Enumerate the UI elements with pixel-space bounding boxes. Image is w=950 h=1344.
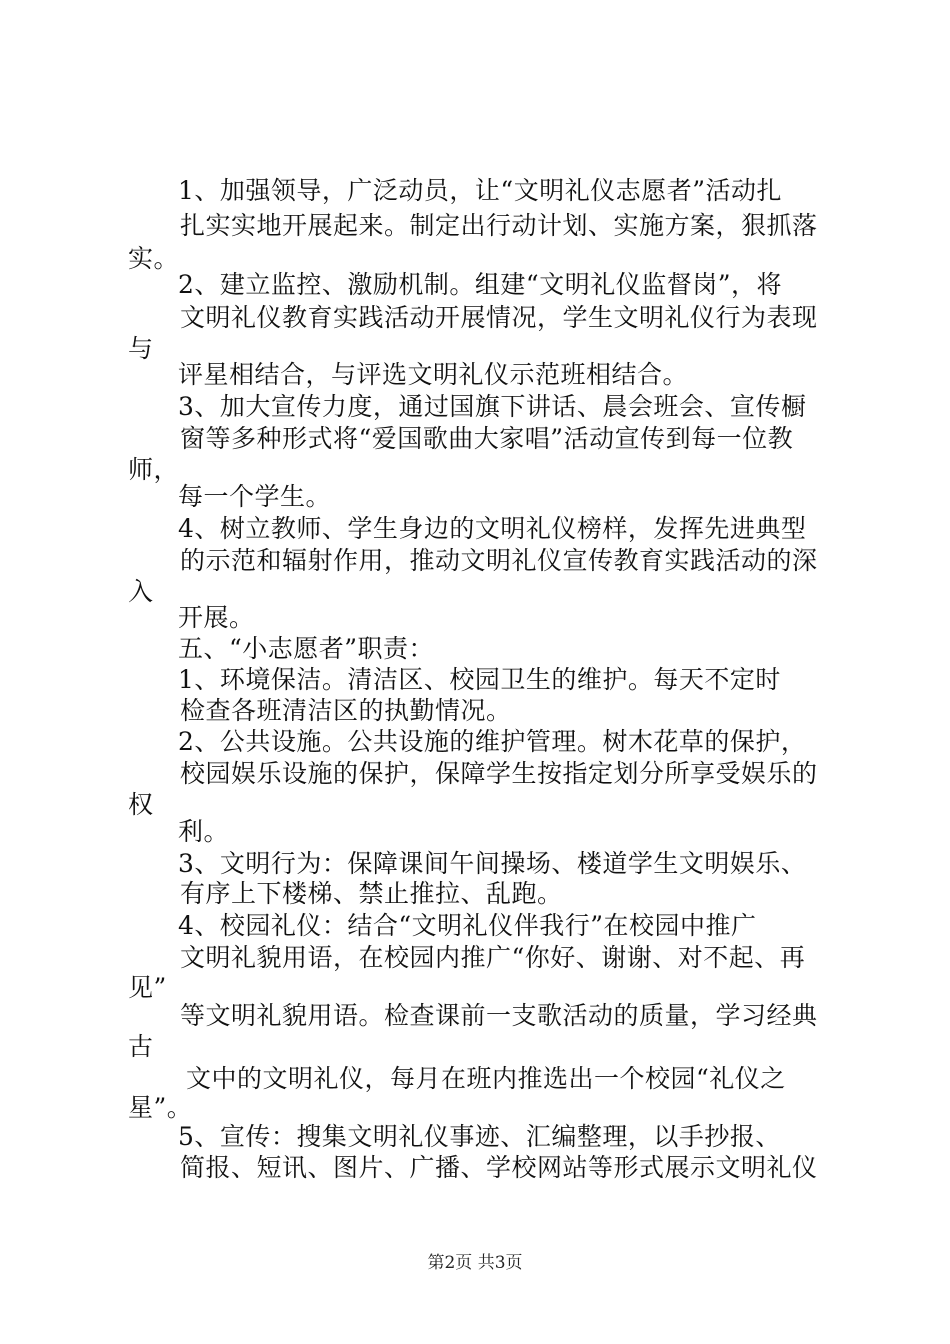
text-line: 简报、短讯、图片、广播、学校网站等形式展示文明礼仪 — [180, 1153, 818, 1182]
text-line: 的示范和辐射作用，推动文明礼仪宣传教育实践活动的深 — [180, 546, 818, 575]
page-number: 第2页 共3页 — [427, 1253, 523, 1273]
text-line: 实。 — [128, 244, 180, 273]
text-line: 2、公共设施。公共设施的维护管理。树木花草的保护， — [178, 727, 807, 756]
text-line: 评星相结合，与评选文明礼仪示范班相结合。 — [178, 360, 689, 389]
text-line: 五、“小志愿者”职责： — [178, 634, 435, 663]
text-line: 3、文明行为：保障课间午间操场、楼道学生文明娱乐、 — [178, 849, 807, 878]
text-line: 开展。 — [178, 603, 255, 632]
text-line: 4、树立教师、学生身边的文明礼仪榜样，发挥先进典型 — [178, 514, 807, 543]
text-line: 入 — [128, 577, 154, 606]
text-line: 见” — [128, 973, 167, 1002]
text-line: 权 — [128, 790, 154, 819]
text-line: 文中的文明礼仪，每月在班内推选出一个校园“礼仪之 — [186, 1064, 786, 1093]
text-line: 1、加强领导，广泛动员，让“文明礼仪志愿者”活动扎 — [178, 176, 782, 205]
text-line: 检查各班清洁区的执勤情况。 — [180, 696, 512, 725]
text-line: 2、建立监控、激励机制。组建“文明礼仪监督岗”，将 — [178, 270, 782, 299]
text-line: 星”。 — [128, 1093, 193, 1122]
text-line: 等文明礼貌用语。检查课前一支歌活动的质量，学习经典 — [180, 1001, 818, 1030]
text-line: 校园娱乐设施的保护，保障学生按指定划分所享受娱乐的 — [180, 759, 818, 788]
text-line: 师， — [128, 455, 180, 484]
text-line: 3、加大宣传力度，通过国旗下讲话、晨会班会、宣传橱 — [178, 392, 807, 421]
text-line: 4、校园礼仪：结合“文明礼仪伴我行”在校园中推广 — [178, 911, 757, 940]
text-line: 窗等多种形式将“爱国歌曲大家唱”活动宣传到每一位教 — [180, 424, 794, 453]
text-line: 每一个学生。 — [178, 482, 332, 511]
text-line: 文明礼貌用语，在校园内推广“你好、谢谢、对不起、再 — [180, 943, 806, 972]
text-line: 有序上下楼梯、禁止推拉、乱跑。 — [180, 879, 563, 908]
text-line: 利。 — [178, 817, 230, 846]
text-line: 古 — [128, 1032, 154, 1061]
text-line: 文明礼仪教育实践活动开展情况，学生文明礼仪行为表现 — [180, 303, 818, 332]
text-line: 扎实实地开展起来。制定出行动计划、实施方案，狠抓落 — [180, 211, 818, 240]
text-line: 5、宣传：搜集文明礼仪事迹、汇编整理，以手抄报、 — [178, 1122, 781, 1151]
text-line: 与 — [128, 334, 154, 363]
text-line: 1、环境保洁。清洁区、校园卫生的维护。每天不定时 — [178, 665, 781, 694]
